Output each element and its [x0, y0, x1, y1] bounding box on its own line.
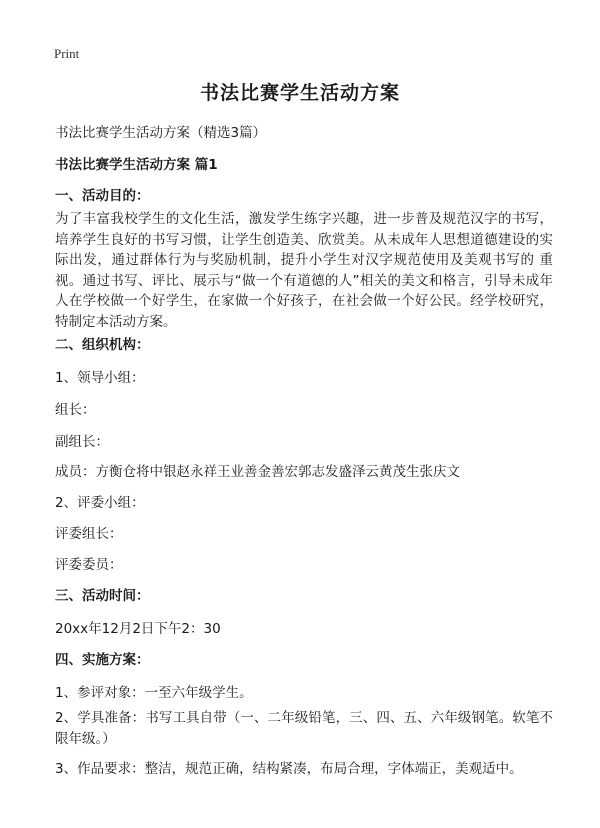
members-line: 成员：方衡仓将中银赵永祥王业善金善宏郭志发盛泽云黄茂生张庆文	[55, 464, 460, 480]
leadership-group-label: 1、领导小组：	[55, 370, 145, 386]
section-heading-organization: 二、组织机构：	[55, 337, 150, 353]
plan-item-participants: 1、参评对象：一至六年级学生。	[55, 685, 253, 701]
section-heading-time: 三、活动时间：	[55, 588, 150, 604]
event-time: 20xx年12月2日下午2：30	[55, 621, 221, 637]
print-label: Print	[54, 46, 80, 61]
jury-group-label: 2、评委小组：	[55, 495, 145, 511]
purpose-paragraph: 为了丰富我校学生的文化生活，激发学生练字兴趣，进一步普及规范汉字的书写，培养学生良好的书写习惯，让学生创造美、欣赏美。从未成年人思想道德建设的实际出发，通过群体行为与奖励机制，提升小学生对汉字规范使用及美观书写的 重视。通过书写、评比、展示与“做一个有道德的人”相关的美文和格言，引导未成年人在学校做一个好学生，在家做一个好孩子，在社会做一个好公民。经学校研究，特制定本活动方案。	[55, 211, 553, 330]
plan-item-tools: 2、学具准备：书写工具自带（一、二年级铅笔，三、四、五、六年级钢笔。软笔不限年级。）	[55, 710, 553, 747]
deputy-leader-label: 副组长：	[55, 434, 109, 450]
document-title: 书法比赛学生活动方案	[199, 82, 400, 104]
document-subtitle: 书法比赛学生活动方案（精选3篇）	[55, 125, 267, 141]
section-heading-purpose: 一、活动目的：	[55, 188, 150, 204]
jury-leader-label: 评委组长：	[55, 526, 123, 542]
jury-members-label: 评委委员：	[55, 557, 123, 573]
article-heading: 书法比赛学生活动方案 篇1	[55, 157, 218, 173]
plan-item-requirements: 3、作品要求：整洁，规范正确，结构紧凑，布局合理，字体端正，美观适中。	[55, 761, 523, 777]
group-leader-label: 组长：	[55, 402, 96, 418]
section-heading-plan: 四、实施方案：	[55, 652, 150, 668]
